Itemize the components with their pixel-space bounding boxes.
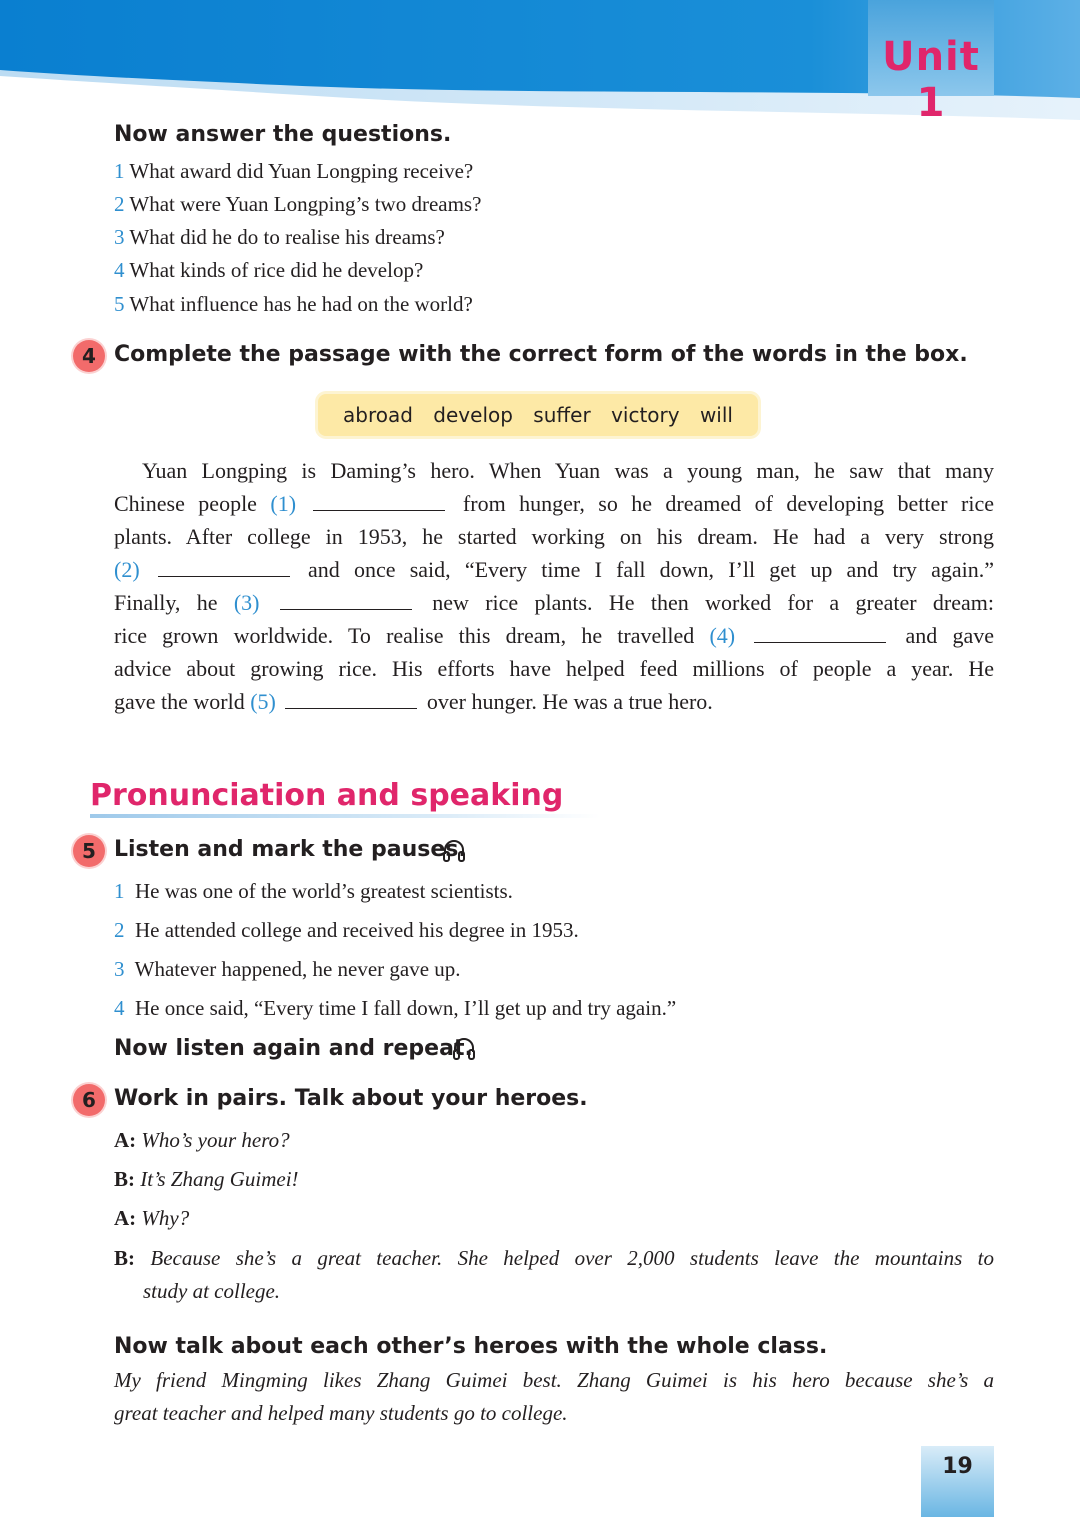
example-text: My friend Mingming likes Zhang Guimei best. Zhang Guimei is his hero because she’s a (114, 1368, 994, 1392)
word-item: develop (433, 403, 513, 427)
question-2: 2 What were Yuan Longping’s two dreams? (114, 192, 482, 216)
blank-4[interactable] (754, 624, 886, 643)
page-number: 19 (942, 1454, 973, 1479)
question-3: 3 What did he do to realise his dreams? (114, 225, 445, 249)
listen-item-4: 4 He once said, “Every time I fall down, I’ll get up and try again.” (114, 996, 677, 1020)
passage-line: (2) and once said, “Every time I fall down, I’ll get up and try again.” (114, 557, 994, 582)
question-1: 1 What award did Yuan Longping receive? (114, 159, 474, 183)
passage-line: Chinese people (1) from hunger, so he dreamed of developing better rice (114, 491, 995, 516)
blank-1[interactable] (313, 492, 445, 511)
passage-line: plants. After college in 1953, he started working on his dream. He had a very strong (114, 524, 994, 549)
headphones-icon[interactable] (441, 838, 467, 864)
listen-item-1: 1 He was one of the world’s greatest scientists. (114, 879, 513, 903)
word-item: will (699, 403, 733, 427)
exercise-5-number: 5 (73, 835, 105, 867)
word-item: abroad (343, 403, 413, 427)
unit-title: Unit 1 (882, 34, 980, 126)
exercise-4-title: Complete the passage with the correct form of the words in the box. (114, 342, 968, 367)
passage-line: Finally, he (3) new rice plants. He then worked for a greater dream: (114, 590, 994, 615)
exercise-6-number: 6 (73, 1084, 105, 1116)
dialogue-line: A: Who’s your hero? (114, 1128, 290, 1152)
word-item: suffer (533, 403, 591, 427)
headphones-icon[interactable] (451, 1036, 477, 1062)
example-text: great teacher and helped many students go to college. (114, 1401, 568, 1425)
question-5: 5 What influence has he had on the world? (114, 292, 473, 316)
listen-item-3: 3 Whatever happened, he never gave up. (114, 957, 461, 981)
exercise-4-number: 4 (73, 340, 105, 372)
blank-2[interactable] (158, 558, 290, 577)
blank-3[interactable] (280, 591, 412, 610)
repeat-heading: Now listen again and repeat. (114, 1036, 473, 1061)
questions-heading: Now answer the questions. (114, 122, 452, 147)
exercise-5-title: Listen and mark the pauses. (114, 837, 467, 862)
blank-5[interactable] (285, 690, 417, 709)
exercise-6-title: Work in pairs. Talk about your heroes. (114, 1086, 588, 1111)
section-title: Pronunciation and speaking (90, 778, 564, 813)
dialogue-line-continued: study at college. (143, 1279, 281, 1303)
question-4: 4 What kinds of rice did he develop? (114, 258, 424, 282)
listen-item-2: 2 He attended college and received his degree in 1953. (114, 918, 579, 942)
dialogue-line: B: Because she’s a great teacher. She helped over 2,000 students leave the mountains to (114, 1246, 995, 1270)
word-box (318, 394, 758, 436)
passage-line: Yuan Longping is Daming’s hero. When Yuan was a young man, he saw that many (142, 458, 994, 483)
passage-line: gave the world (5) over hunger. He was a true hero. (114, 689, 713, 714)
word-item: victory (611, 403, 680, 427)
passage-line: advice about growing rice. His efforts have helped feed millions of people a year. He (114, 656, 994, 681)
section-underline (90, 814, 600, 818)
dialogue-line: B: It’s Zhang Guimei! (114, 1167, 299, 1191)
talk-heading: Now talk about each other’s heroes with the whole class. (114, 1334, 828, 1359)
dialogue-line: A: Why? (114, 1206, 190, 1230)
passage-line: rice grown worldwide. To realise this dream, he travelled (4) and gave (114, 623, 995, 648)
